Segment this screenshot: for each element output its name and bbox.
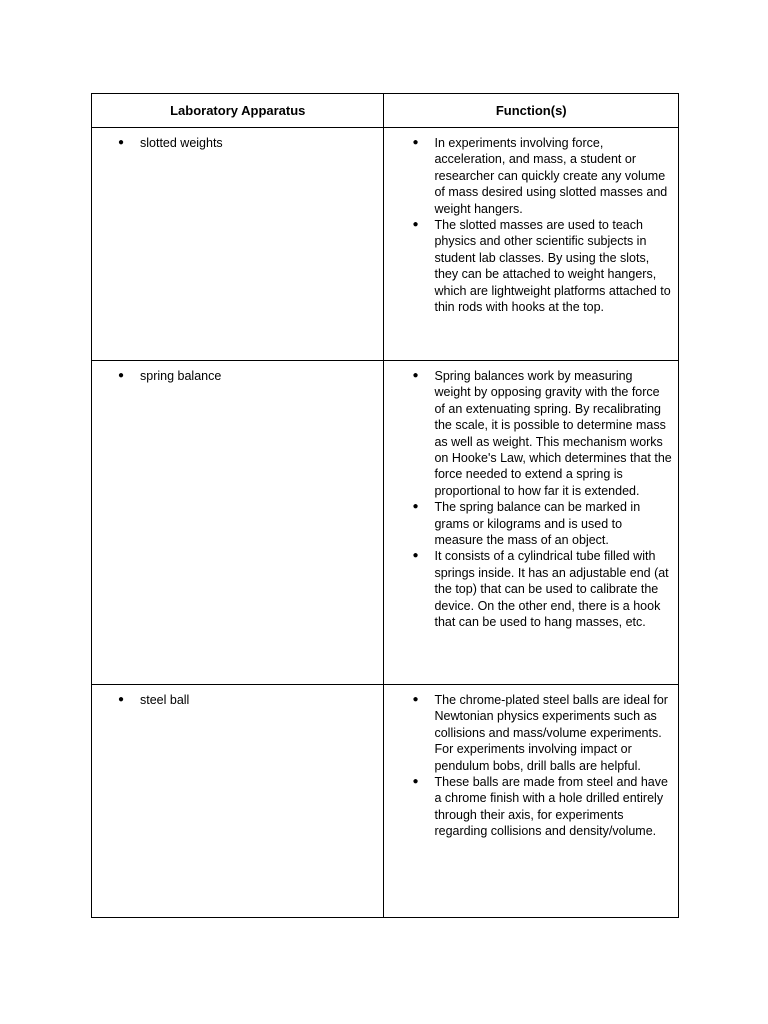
- function-text: The chrome-plated steel balls are ideal for Newtonian physics experiments such as collisions and mass/volume experiments. For experiments involving impact or pendulum bobs, drill balls are helpful.: [434, 693, 668, 773]
- bullet-icon: ●: [118, 137, 125, 148]
- bullet-icon: ●: [118, 694, 125, 705]
- apparatus-cell: [92, 361, 384, 685]
- list-item: [412, 774, 672, 840]
- bullet-icon: ●: [412, 370, 419, 381]
- header-functions: Function(s): [384, 94, 679, 128]
- bullet-icon: ●: [412, 501, 419, 513]
- header-row: [92, 94, 679, 128]
- table-row: [92, 685, 679, 918]
- apparatus-cell: [92, 128, 384, 361]
- header-apparatus: Laboratory Apparatus: [92, 94, 384, 128]
- apparatus-name: steel ball: [140, 693, 190, 707]
- table-row: [92, 361, 679, 685]
- table-row: [92, 128, 679, 361]
- function-cell: [384, 128, 679, 361]
- function-cell: [384, 361, 679, 685]
- apparatus-table: [91, 93, 679, 918]
- function-list: [384, 361, 678, 631]
- list-item: [118, 135, 383, 151]
- function-text: The spring balance can be marked in grams or kilograms and is used to measure the mass of an object.: [434, 500, 641, 548]
- function-text: Spring balances work by measuring weight by opposing gravity with the force of an extenuating spring. By recalibrating the scale, it is possible to determine mass as well as weight. This mechanism works on Hooke's Law, which determines that the force needed to extend a spring is proportional to how far it is extended.: [434, 369, 672, 498]
- bullet-icon: ●: [412, 137, 419, 148]
- apparatus-list: [92, 685, 383, 708]
- function-text: The slotted masses are used to teach physics and other scientific subjects in student lab classes. By using the slots, they can be attached to weight hangers, which are lightweight platforms attached to thin rods with hooks at the top.: [434, 218, 671, 315]
- function-list: [384, 128, 678, 315]
- list-item: [118, 692, 383, 708]
- function-text: It consists of a cylindrical tube filled with springs inside. It has an adjustable end (at the top) that can be used to calibrate the device. On the other end, there is a hook that can be used to hang masses, etc.: [434, 549, 669, 630]
- function-text: These balls are made from steel and have a chrome finish with a hole drilled entirely through their axis, for experiments regarding collisions and density/volume.: [434, 775, 668, 839]
- bullet-icon: ●: [412, 776, 419, 788]
- list-item: [412, 135, 672, 217]
- bullet-icon: ●: [412, 694, 419, 705]
- list-item: [412, 692, 672, 774]
- list-item: [412, 368, 672, 499]
- bullet-icon: ●: [412, 219, 419, 231]
- list-item: [412, 548, 672, 630]
- bullet-icon: ●: [118, 370, 125, 381]
- apparatus-name: spring balance: [140, 369, 222, 383]
- function-cell: [384, 685, 679, 918]
- function-list: [384, 685, 678, 840]
- apparatus-list: [92, 128, 383, 151]
- apparatus-name: slotted weights: [140, 136, 223, 150]
- list-item: [118, 368, 383, 384]
- bullet-icon: ●: [412, 550, 419, 562]
- function-text: In experiments involving force, acceleration, and mass, a student or researcher can quickly create any volume of mass desired using slotted masses and weight hangers.: [434, 136, 668, 216]
- apparatus-cell: [92, 685, 384, 918]
- list-item: [412, 499, 672, 548]
- list-item: [412, 217, 672, 315]
- apparatus-list: [92, 361, 383, 384]
